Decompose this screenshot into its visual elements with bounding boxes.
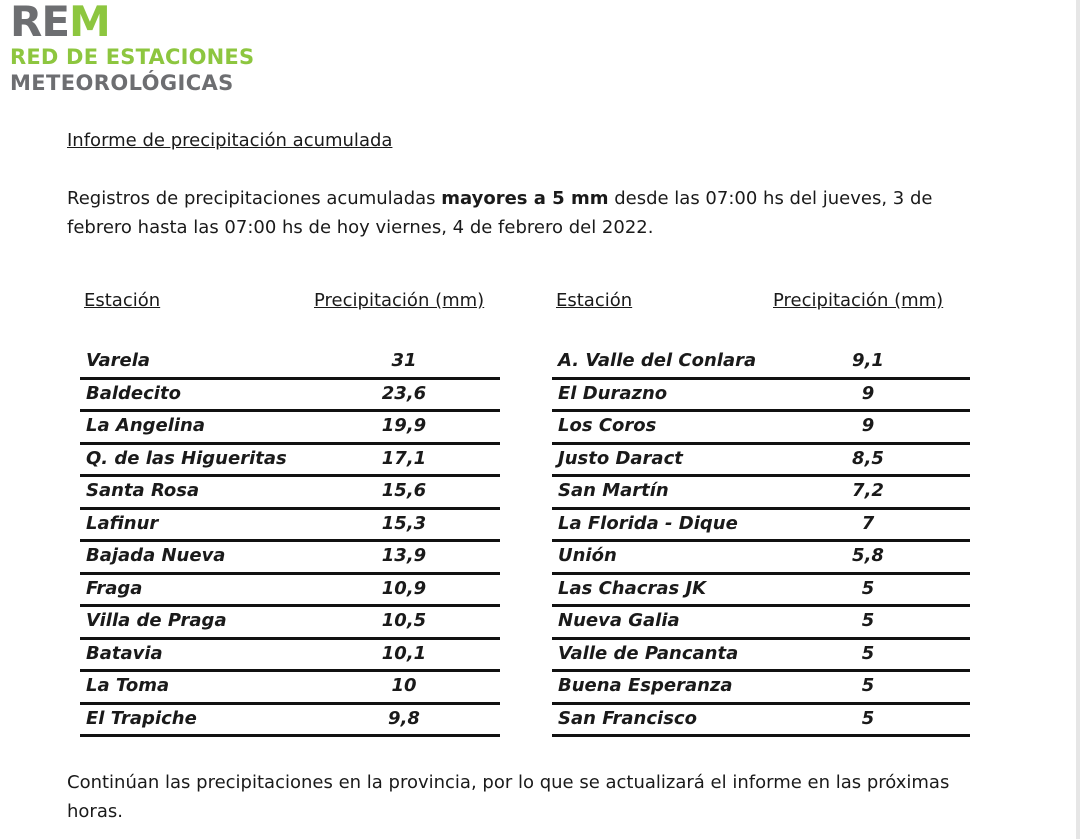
- precipitation-value: 10: [391, 675, 417, 696]
- table-row: [552, 445, 970, 478]
- header-precipitation: Precipitación (mm): [314, 290, 485, 311]
- station-name: Baldecito: [86, 382, 181, 404]
- rem-logo: [10, 0, 254, 96]
- precipitation-value: 15,3: [381, 512, 427, 534]
- precip-table-right: [552, 290, 970, 737]
- precipitation-value: 15,6: [381, 480, 427, 501]
- table-header: [552, 290, 970, 318]
- table-row: [80, 412, 500, 445]
- station-name: Unión: [558, 545, 617, 566]
- station-name: La Toma: [86, 675, 170, 696]
- precipitation-value: 5,8: [852, 545, 884, 566]
- station-name: Los Coros: [558, 415, 657, 436]
- station-name: Buena Esperanza: [558, 675, 733, 696]
- station-name: Santa Rosa: [86, 480, 200, 501]
- table-row: [552, 347, 970, 380]
- table-row: [552, 705, 970, 738]
- logo-mark: REM: [10, 0, 110, 46]
- header-precipitation: Precipitación (mm): [773, 290, 944, 311]
- logo-line-2: METEOROLÓGICAS: [10, 71, 234, 95]
- report-title: Informe de precipitación acumulada: [67, 130, 393, 151]
- precipitation-value: 10,9: [381, 577, 427, 599]
- precipitation-value: 5: [861, 675, 875, 696]
- station-name: Batavia: [86, 642, 163, 664]
- table-row: [80, 672, 500, 705]
- precipitation-value: 13,9: [381, 545, 427, 566]
- table-row: [552, 542, 970, 575]
- station-name: A. Valle del Conlara: [558, 350, 757, 371]
- table-row: [80, 607, 500, 640]
- table-row: [80, 510, 500, 543]
- table-row: [552, 380, 970, 413]
- precipitation-value: 9,1: [852, 350, 884, 371]
- precipitation-value: 10,1: [381, 642, 427, 664]
- station-name: Justo Daract: [558, 447, 683, 469]
- station-name: Las Chacras JK: [558, 577, 707, 599]
- table-row: [80, 640, 500, 673]
- logo-line-1: RED DE ESTACIONES: [10, 45, 255, 69]
- table-row: [552, 575, 970, 608]
- table-row: [552, 412, 970, 445]
- precipitation-value: 8,5: [852, 447, 884, 469]
- table-row: [552, 477, 970, 510]
- table-row: [552, 510, 970, 543]
- table-row: [80, 347, 500, 380]
- table-rows: [552, 347, 970, 737]
- station-name: Q. de las Higueritas: [86, 447, 287, 469]
- precipitation-value: 9,8: [388, 707, 420, 729]
- station-name: Villa de Praga: [86, 610, 227, 631]
- precipitation-value: 9: [861, 415, 875, 436]
- station-name: Nueva Galia: [558, 610, 680, 631]
- precipitation-value: 19,9: [381, 415, 427, 436]
- station-name: El Durazno: [558, 382, 668, 404]
- station-name: Valle de Pancanta: [558, 642, 739, 664]
- precipitation-value: 7,2: [852, 480, 884, 501]
- precipitation-value: 5: [861, 642, 875, 664]
- header-station: Estación: [84, 290, 161, 311]
- precipitation-value: 17,1: [381, 447, 427, 469]
- table-row: [80, 542, 500, 575]
- precipitation-value: 5: [861, 707, 875, 729]
- table-row: [552, 672, 970, 705]
- table-row: [80, 445, 500, 478]
- station-name: La Angelina: [86, 415, 206, 436]
- station-name: Varela: [86, 350, 151, 371]
- station-name: Fraga: [86, 577, 143, 599]
- table-row: [80, 575, 500, 608]
- precipitation-value: 9: [861, 382, 875, 404]
- report-intro: Registros de precipitaciones acumuladas mayores a 5 mm desde las 07:00 hs del jueves, 3 de febrero hasta las 07:00 hs de hoy viernes, 4 de febrero del 2022.: [67, 188, 933, 238]
- intro-threshold: mayores a 5 mm: [441, 188, 609, 209]
- precipitation-value: 7: [861, 512, 875, 534]
- station-name: El Trapiche: [86, 707, 197, 729]
- station-name: San Martín: [558, 480, 669, 501]
- station-name: Lafinur: [86, 512, 159, 534]
- precipitation-value: 23,6: [381, 382, 427, 404]
- station-name: La Florida - Dique: [558, 512, 738, 534]
- table-row: [552, 607, 970, 640]
- station-name: Bajada Nueva: [86, 545, 226, 566]
- precipitation-value: 31: [391, 350, 417, 371]
- precipitation-value: 10,5: [381, 610, 427, 631]
- station-name: San Francisco: [558, 707, 697, 729]
- page-edge: [1076, 0, 1080, 839]
- header-station: Estación: [556, 290, 633, 311]
- table-row: [80, 380, 500, 413]
- table-row: [552, 640, 970, 673]
- precipitation-value: 5: [861, 610, 875, 631]
- precip-table-left: [80, 290, 500, 737]
- table-row: [80, 477, 500, 510]
- table-rows: [80, 347, 500, 737]
- table-header: [80, 290, 500, 318]
- precipitation-value: 5: [861, 577, 875, 599]
- table-row: [80, 705, 500, 738]
- report-footer: Continúan las precipitaciones en la provincia, por lo que se actualizará el informe en las próximas horas.: [67, 772, 950, 822]
